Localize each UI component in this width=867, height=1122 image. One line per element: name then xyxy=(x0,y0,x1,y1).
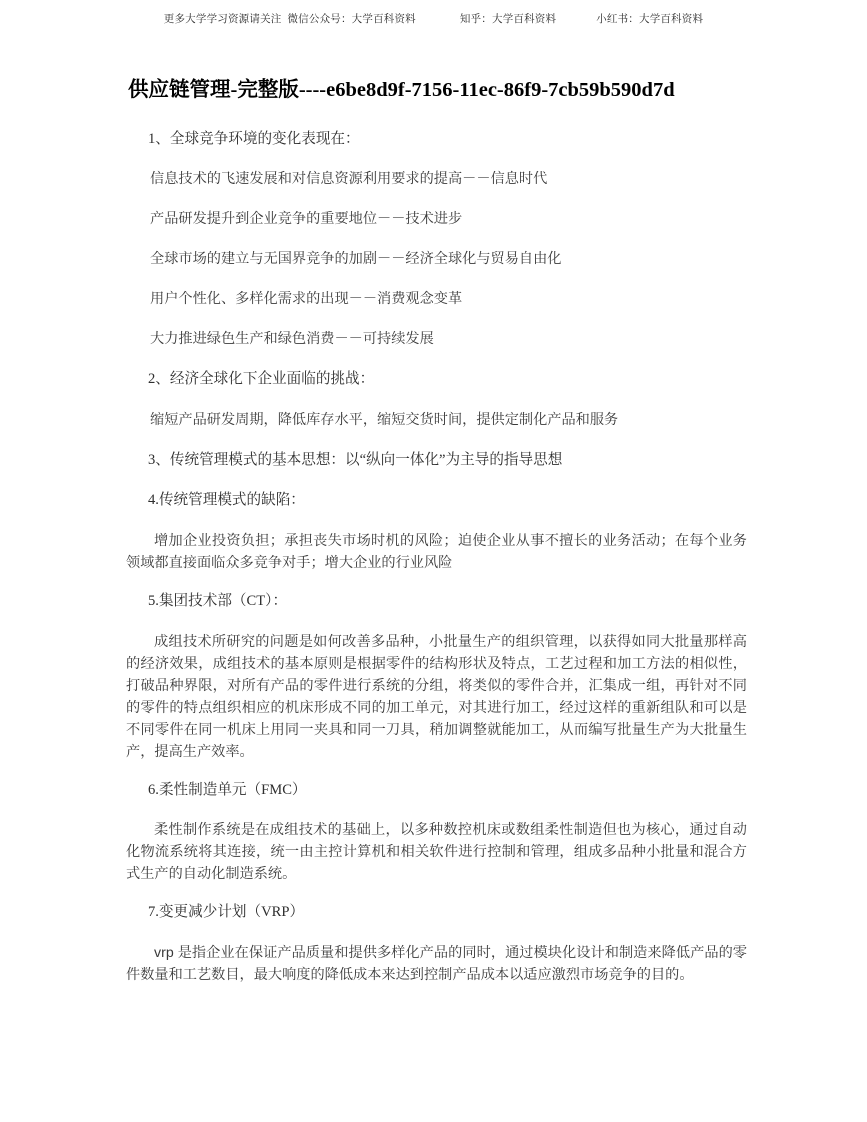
document-paragraph: 用户个性化、多样化需求的出现－－消费观念变革 xyxy=(150,291,463,308)
document-paragraph: 柔性制作系统是在成组技术的基础上，以多种数控机床或数组柔性制造但也为核心，通过自动化物流系统将其连接，统一由主控计算机和相关软件进行控制和管理，组成多品种小批量和混合方式生产的自动化制造系统。 xyxy=(126,822,747,883)
document-paragraph: 3、传统管理模式的基本思想：以“纵向一体化”为主导的指导思想 xyxy=(148,451,563,468)
document-paragraph: 增加企业投资负担；承担丧失市场时机的风险；迫使企业从事不擅长的业务活动；在每个业务领域都直接面临众多竞争对手；增大企业的行业风险 xyxy=(126,533,747,572)
page-title: 供应链管理-完整版----e6be8d9f-7156-11ec-86f9-7cb59b590d7d xyxy=(128,79,675,101)
document-paragraph: 缩短产品研发周期，降低库存水平，缩短交货时间，提供定制化产品和服务 xyxy=(150,411,619,428)
document-paragraph: 成组技术所研究的问题是如何改善多品种，小批量生产的组织管理，以获得如同大批量那样高的经济效果，成组技术的基本原则是根据零件的结构形状及特点，工艺过程和加工方法的相似性，打破品种界限，对所有产品的零件进行系统的分组，将类似的零件合并，汇集成一组，再针对不同的零件的特点组织相应的机床形成不同的加工单元，对其进行加工，经过这样的重新组队和可以是不同零件在同一机床上用同一夹具和同一刀具，稍加调整就能加工，从而编写批量生产为大批量生产，提高生产效率。 xyxy=(126,633,747,760)
document-paragraph: 全球市场的建立与无国界竞争的加剧－－经济全球化与贸易自由化 xyxy=(150,251,562,268)
document-paragraph: 信息技术的飞速发展和对信息资源利用要求的提高－－信息时代 xyxy=(150,171,548,188)
promo-header-wechat: 微信公众号：大学百科资料 xyxy=(287,14,416,25)
promo-header xyxy=(0,0,867,26)
promo-header-zhihu: 知乎：大学百科资料 xyxy=(459,14,557,25)
document-paragraph: 6.柔性制造单元（FMC） xyxy=(148,781,307,798)
document-paragraph: 5.集团技术部（CT）： xyxy=(148,593,288,610)
promo-header-xiaohongshu: 小红书：大学百科资料 xyxy=(596,14,704,25)
document-paragraph: vrp 是指企业在保证产品质量和提供多样化产品的同时，通过模块化设计和制造来降低产品的零件数量和工艺数目，最大响度的降低成本来达到控制产品成本以适应激烈市场竞争的目的。 xyxy=(126,944,747,983)
document-paragraph: 4.传统管理模式的缺陷： xyxy=(148,492,305,509)
document-paragraph: 7.变更减少计划（VRP） xyxy=(148,904,305,921)
document-paragraph: 1、全球竞争环境的变化表现在： xyxy=(148,130,360,147)
document-content xyxy=(118,128,747,986)
document-paragraph: 大力推进绿色生产和绿色消费－－可持续发展 xyxy=(150,331,434,348)
promo-header-intro: 更多大学学习资源请关注 xyxy=(163,14,282,25)
document-body xyxy=(0,78,867,986)
document-paragraph: 产品研发提升到企业竞争的重要地位－－技术进步 xyxy=(150,211,463,228)
document-paragraph: 2、经济全球化下企业面临的挑战： xyxy=(148,371,375,388)
